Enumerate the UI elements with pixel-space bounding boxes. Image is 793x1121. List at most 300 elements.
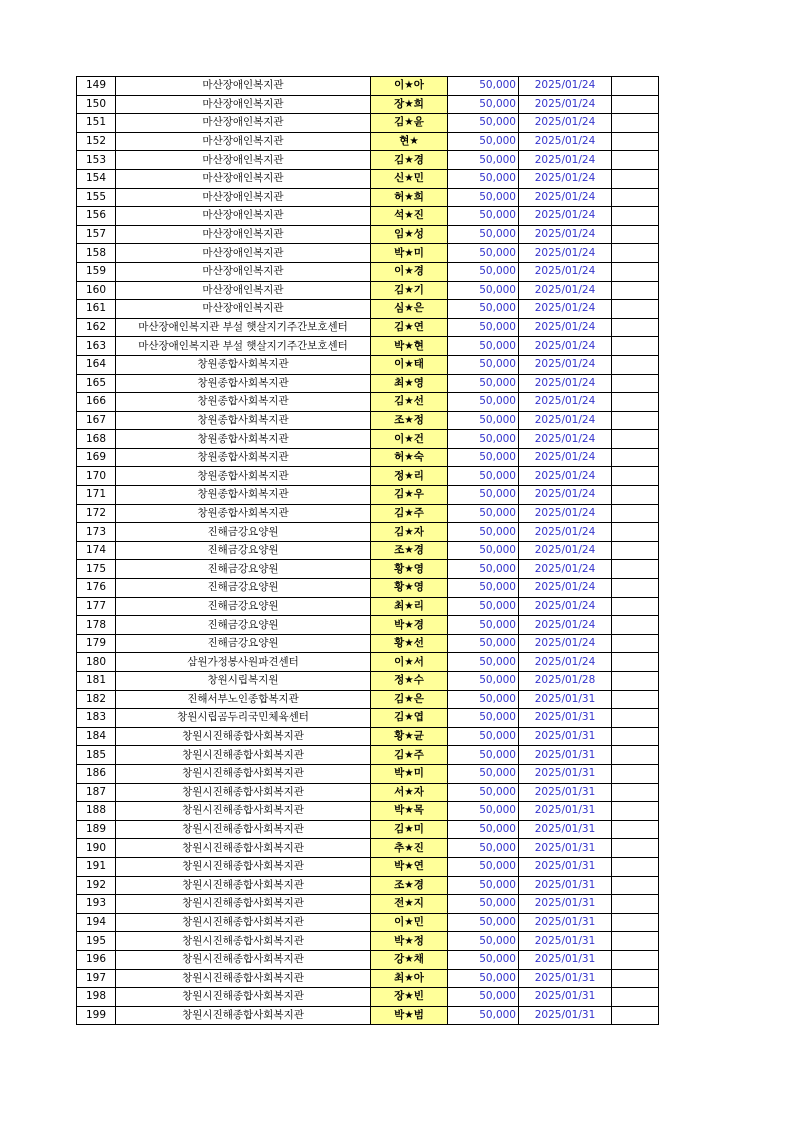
date-cell: 2025/01/24 <box>519 653 612 672</box>
date-cell: 2025/01/31 <box>519 932 612 951</box>
date-cell: 2025/01/24 <box>519 616 612 635</box>
table-row <box>77 988 659 1007</box>
note-cell <box>612 225 659 244</box>
row-number-cell: 196 <box>77 950 116 969</box>
row-number-cell: 180 <box>77 653 116 672</box>
table-row <box>77 523 659 542</box>
row-number-cell: 169 <box>77 448 116 467</box>
date-cell: 2025/01/24 <box>519 244 612 263</box>
amount-cell: 50,000 <box>448 857 519 876</box>
amount-cell: 50,000 <box>448 895 519 914</box>
row-number-cell: 158 <box>77 244 116 263</box>
note-cell <box>612 616 659 635</box>
date-cell: 2025/01/24 <box>519 579 612 598</box>
note-cell <box>612 709 659 728</box>
table-row <box>77 244 659 263</box>
table-row <box>77 430 659 449</box>
table-row <box>77 597 659 616</box>
amount-cell: 50,000 <box>448 337 519 356</box>
date-cell: 2025/01/31 <box>519 764 612 783</box>
row-number-cell: 167 <box>77 411 116 430</box>
organization-cell: 삼원가정봉사원파견센터 <box>116 653 371 672</box>
note-cell <box>612 913 659 932</box>
note-cell <box>612 169 659 188</box>
row-number-cell: 175 <box>77 560 116 579</box>
amount-cell: 50,000 <box>448 634 519 653</box>
amount-cell: 50,000 <box>448 467 519 486</box>
recipient-name-cell: 김★자 <box>371 523 448 542</box>
row-number-cell: 168 <box>77 430 116 449</box>
row-number-cell: 155 <box>77 188 116 207</box>
row-number-cell: 173 <box>77 523 116 542</box>
row-number-cell: 166 <box>77 393 116 412</box>
organization-cell: 창원시진해종합사회복지관 <box>116 746 371 765</box>
date-cell: 2025/01/31 <box>519 746 612 765</box>
note-cell <box>612 932 659 951</box>
amount-cell: 50,000 <box>448 77 519 96</box>
organization-cell: 마산장애인복지관 <box>116 262 371 281</box>
row-number-cell: 183 <box>77 709 116 728</box>
table-row <box>77 169 659 188</box>
note-cell <box>612 857 659 876</box>
recipient-name-cell: 김★은 <box>371 690 448 709</box>
organization-cell: 창원시진해종합사회복지관 <box>116 876 371 895</box>
organization-cell: 진해금강요양원 <box>116 541 371 560</box>
date-cell: 2025/01/24 <box>519 318 612 337</box>
organization-cell: 창원시진해종합사회복지관 <box>116 802 371 821</box>
amount-cell: 50,000 <box>448 318 519 337</box>
recipient-name-cell: 박★목 <box>371 802 448 821</box>
row-number-cell: 156 <box>77 207 116 226</box>
amount-cell: 50,000 <box>448 616 519 635</box>
date-cell: 2025/01/31 <box>519 690 612 709</box>
table-row <box>77 467 659 486</box>
table-row <box>77 690 659 709</box>
organization-cell: 진해금강요양원 <box>116 579 371 598</box>
organization-cell: 창원시진해종합사회복지관 <box>116 857 371 876</box>
note-cell <box>612 355 659 374</box>
date-cell: 2025/01/24 <box>519 95 612 114</box>
organization-cell: 창원시진해종합사회복지관 <box>116 969 371 988</box>
note-cell <box>612 114 659 133</box>
table-row <box>77 764 659 783</box>
note-cell <box>612 244 659 263</box>
table-row <box>77 411 659 430</box>
row-number-cell: 171 <box>77 486 116 505</box>
date-cell: 2025/01/24 <box>519 467 612 486</box>
table-row <box>77 616 659 635</box>
note-cell <box>612 876 659 895</box>
table-row <box>77 653 659 672</box>
amount-cell: 50,000 <box>448 913 519 932</box>
row-number-cell: 163 <box>77 337 116 356</box>
date-cell: 2025/01/28 <box>519 672 612 691</box>
date-cell: 2025/01/31 <box>519 709 612 728</box>
organization-cell: 창원시진해종합사회복지관 <box>116 783 371 802</box>
table-row <box>77 857 659 876</box>
recipient-name-cell: 현★ <box>371 132 448 151</box>
recipient-name-cell: 김★경 <box>371 151 448 170</box>
amount-cell: 50,000 <box>448 709 519 728</box>
row-number-cell: 152 <box>77 132 116 151</box>
note-cell <box>612 448 659 467</box>
amount-cell: 50,000 <box>448 523 519 542</box>
recipient-name-cell: 김★미 <box>371 820 448 839</box>
note-cell <box>612 672 659 691</box>
recipient-name-cell: 황★영 <box>371 579 448 598</box>
amount-cell: 50,000 <box>448 988 519 1007</box>
row-number-cell: 192 <box>77 876 116 895</box>
note-cell <box>612 318 659 337</box>
row-number-cell: 159 <box>77 262 116 281</box>
date-cell: 2025/01/24 <box>519 411 612 430</box>
organization-cell: 진해금강요양원 <box>116 616 371 635</box>
date-cell: 2025/01/24 <box>519 355 612 374</box>
recipient-name-cell: 박★현 <box>371 337 448 356</box>
amount-cell: 50,000 <box>448 969 519 988</box>
amount-cell: 50,000 <box>448 132 519 151</box>
recipient-name-cell: 전★지 <box>371 895 448 914</box>
recipient-name-cell: 임★성 <box>371 225 448 244</box>
row-number-cell: 165 <box>77 374 116 393</box>
note-cell <box>612 746 659 765</box>
organization-cell: 마산장애인복지관 <box>116 169 371 188</box>
date-cell: 2025/01/24 <box>519 448 612 467</box>
row-number-cell: 149 <box>77 77 116 96</box>
note-cell <box>612 411 659 430</box>
table-row <box>77 672 659 691</box>
row-number-cell: 197 <box>77 969 116 988</box>
amount-cell: 50,000 <box>448 169 519 188</box>
row-number-cell: 181 <box>77 672 116 691</box>
date-cell: 2025/01/24 <box>519 77 612 96</box>
note-cell <box>612 300 659 319</box>
amount-cell: 50,000 <box>448 300 519 319</box>
organization-cell: 마산장애인복지관 <box>116 225 371 244</box>
recipient-name-cell: 이★아 <box>371 77 448 96</box>
amount-cell: 50,000 <box>448 727 519 746</box>
row-number-cell: 184 <box>77 727 116 746</box>
amount-cell: 50,000 <box>448 839 519 858</box>
row-number-cell: 157 <box>77 225 116 244</box>
date-cell: 2025/01/24 <box>519 430 612 449</box>
row-number-cell: 186 <box>77 764 116 783</box>
note-cell <box>612 969 659 988</box>
table-row <box>77 746 659 765</box>
amount-cell: 50,000 <box>448 746 519 765</box>
recipient-name-cell: 최★리 <box>371 597 448 616</box>
row-number-cell: 174 <box>77 541 116 560</box>
table-row <box>77 114 659 133</box>
organization-cell: 창원시진해종합사회복지관 <box>116 820 371 839</box>
row-number-cell: 198 <box>77 988 116 1007</box>
note-cell <box>612 541 659 560</box>
table-row <box>77 337 659 356</box>
organization-cell: 진해서부노인종합복지관 <box>116 690 371 709</box>
recipient-name-cell: 김★윤 <box>371 114 448 133</box>
recipient-name-cell: 박★미 <box>371 764 448 783</box>
table-row <box>77 393 659 412</box>
amount-cell: 50,000 <box>448 560 519 579</box>
amount-cell: 50,000 <box>448 430 519 449</box>
date-cell: 2025/01/24 <box>519 151 612 170</box>
organization-cell: 마산장애인복지관 <box>116 77 371 96</box>
table-row <box>77 486 659 505</box>
amount-cell: 50,000 <box>448 393 519 412</box>
note-cell <box>612 281 659 300</box>
recipient-name-cell: 강★채 <box>371 950 448 969</box>
recipient-name-cell: 장★희 <box>371 95 448 114</box>
row-number-cell: 185 <box>77 746 116 765</box>
table-row <box>77 262 659 281</box>
recipient-name-cell: 조★경 <box>371 876 448 895</box>
row-number-cell: 199 <box>77 1006 116 1025</box>
note-cell <box>612 839 659 858</box>
organization-cell: 진해금강요양원 <box>116 523 371 542</box>
row-number-cell: 189 <box>77 820 116 839</box>
organization-cell: 마산장애인복지관 <box>116 151 371 170</box>
date-cell: 2025/01/24 <box>519 188 612 207</box>
row-number-cell: 188 <box>77 802 116 821</box>
amount-cell: 50,000 <box>448 244 519 263</box>
amount-cell: 50,000 <box>448 151 519 170</box>
note-cell <box>612 486 659 505</box>
organization-cell: 창원시진해종합사회복지관 <box>116 913 371 932</box>
amount-cell: 50,000 <box>448 950 519 969</box>
date-cell: 2025/01/24 <box>519 560 612 579</box>
table-row <box>77 820 659 839</box>
note-cell <box>612 802 659 821</box>
amount-cell: 50,000 <box>448 411 519 430</box>
note-cell <box>612 597 659 616</box>
table-row <box>77 504 659 523</box>
date-cell: 2025/01/24 <box>519 337 612 356</box>
note-cell <box>612 467 659 486</box>
amount-cell: 50,000 <box>448 281 519 300</box>
table-row <box>77 1006 659 1025</box>
row-number-cell: 161 <box>77 300 116 319</box>
table-row <box>77 374 659 393</box>
note-cell <box>612 430 659 449</box>
row-number-cell: 194 <box>77 913 116 932</box>
table-row <box>77 448 659 467</box>
table-row <box>77 95 659 114</box>
table-row <box>77 151 659 170</box>
table-row <box>77 950 659 969</box>
amount-cell: 50,000 <box>448 95 519 114</box>
recipient-name-cell: 이★태 <box>371 355 448 374</box>
note-cell <box>612 262 659 281</box>
donation-table <box>76 76 659 1025</box>
organization-cell: 마산장애인복지관 <box>116 132 371 151</box>
table-row <box>77 876 659 895</box>
row-number-cell: 190 <box>77 839 116 858</box>
recipient-name-cell: 이★민 <box>371 913 448 932</box>
row-number-cell: 178 <box>77 616 116 635</box>
note-cell <box>612 95 659 114</box>
organization-cell: 창원종합사회복지관 <box>116 430 371 449</box>
date-cell: 2025/01/31 <box>519 895 612 914</box>
organization-cell: 창원종합사회복지관 <box>116 374 371 393</box>
organization-cell: 마산장애인복지관 <box>116 95 371 114</box>
amount-cell: 50,000 <box>448 690 519 709</box>
row-number-cell: 176 <box>77 579 116 598</box>
recipient-name-cell: 심★은 <box>371 300 448 319</box>
organization-cell: 창원종합사회복지관 <box>116 393 371 412</box>
table-row <box>77 225 659 244</box>
row-number-cell: 154 <box>77 169 116 188</box>
table-row <box>77 300 659 319</box>
amount-cell: 50,000 <box>448 188 519 207</box>
table-row <box>77 541 659 560</box>
amount-cell: 50,000 <box>448 764 519 783</box>
amount-cell: 50,000 <box>448 207 519 226</box>
amount-cell: 50,000 <box>448 597 519 616</box>
organization-cell: 마산장애인복지관 <box>116 114 371 133</box>
note-cell <box>612 579 659 598</box>
note-cell <box>612 727 659 746</box>
table-row <box>77 560 659 579</box>
table-body <box>77 77 659 1025</box>
amount-cell: 50,000 <box>448 1006 519 1025</box>
note-cell <box>612 504 659 523</box>
recipient-name-cell: 석★진 <box>371 207 448 226</box>
organization-cell: 마산장애인복지관 부설 햇살지기주간보호센터 <box>116 318 371 337</box>
organization-cell: 창원시진해종합사회복지관 <box>116 1006 371 1025</box>
amount-cell: 50,000 <box>448 579 519 598</box>
table-row <box>77 579 659 598</box>
table-row <box>77 318 659 337</box>
date-cell: 2025/01/24 <box>519 541 612 560</box>
table-row <box>77 802 659 821</box>
date-cell: 2025/01/31 <box>519 857 612 876</box>
date-cell: 2025/01/31 <box>519 876 612 895</box>
date-cell: 2025/01/31 <box>519 988 612 1007</box>
row-number-cell: 187 <box>77 783 116 802</box>
date-cell: 2025/01/24 <box>519 523 612 542</box>
note-cell <box>612 337 659 356</box>
recipient-name-cell: 이★건 <box>371 430 448 449</box>
amount-cell: 50,000 <box>448 225 519 244</box>
amount-cell: 50,000 <box>448 541 519 560</box>
amount-cell: 50,000 <box>448 802 519 821</box>
recipient-name-cell: 김★주 <box>371 504 448 523</box>
date-cell: 2025/01/24 <box>519 393 612 412</box>
date-cell: 2025/01/31 <box>519 783 612 802</box>
organization-cell: 진해금강요양원 <box>116 560 371 579</box>
date-cell: 2025/01/24 <box>519 504 612 523</box>
recipient-name-cell: 추★진 <box>371 839 448 858</box>
date-cell: 2025/01/24 <box>519 114 612 133</box>
recipient-name-cell: 박★미 <box>371 244 448 263</box>
row-number-cell: 182 <box>77 690 116 709</box>
table-row <box>77 188 659 207</box>
note-cell <box>612 132 659 151</box>
date-cell: 2025/01/24 <box>519 225 612 244</box>
row-number-cell: 179 <box>77 634 116 653</box>
date-cell: 2025/01/24 <box>519 207 612 226</box>
table-row <box>77 969 659 988</box>
organization-cell: 마산장애인복지관 <box>116 207 371 226</box>
date-cell: 2025/01/31 <box>519 913 612 932</box>
amount-cell: 50,000 <box>448 820 519 839</box>
recipient-name-cell: 정★수 <box>371 672 448 691</box>
table-row <box>77 281 659 300</box>
recipient-name-cell: 최★아 <box>371 969 448 988</box>
table-row <box>77 932 659 951</box>
note-cell <box>612 764 659 783</box>
recipient-name-cell: 허★숙 <box>371 448 448 467</box>
organization-cell: 창원종합사회복지관 <box>116 486 371 505</box>
note-cell <box>612 188 659 207</box>
organization-cell: 마산장애인복지관 <box>116 188 371 207</box>
note-cell <box>612 634 659 653</box>
recipient-name-cell: 이★서 <box>371 653 448 672</box>
row-number-cell: 177 <box>77 597 116 616</box>
date-cell: 2025/01/24 <box>519 486 612 505</box>
recipient-name-cell: 서★자 <box>371 783 448 802</box>
date-cell: 2025/01/31 <box>519 802 612 821</box>
amount-cell: 50,000 <box>448 448 519 467</box>
table-row <box>77 634 659 653</box>
table-row <box>77 913 659 932</box>
date-cell: 2025/01/24 <box>519 262 612 281</box>
organization-cell: 창원종합사회복지관 <box>116 355 371 374</box>
amount-cell: 50,000 <box>448 876 519 895</box>
date-cell: 2025/01/31 <box>519 1006 612 1025</box>
amount-cell: 50,000 <box>448 672 519 691</box>
recipient-name-cell: 김★엽 <box>371 709 448 728</box>
organization-cell: 마산장애인복지관 <box>116 281 371 300</box>
row-number-cell: 153 <box>77 151 116 170</box>
recipient-name-cell: 이★경 <box>371 262 448 281</box>
organization-cell: 창원시진해종합사회복지관 <box>116 764 371 783</box>
amount-cell: 50,000 <box>448 932 519 951</box>
organization-cell: 마산장애인복지관 <box>116 244 371 263</box>
organization-cell: 창원시진해종합사회복지관 <box>116 950 371 969</box>
note-cell <box>612 690 659 709</box>
recipient-name-cell: 김★기 <box>371 281 448 300</box>
recipient-name-cell: 황★영 <box>371 560 448 579</box>
amount-cell: 50,000 <box>448 486 519 505</box>
recipient-name-cell: 박★범 <box>371 1006 448 1025</box>
amount-cell: 50,000 <box>448 653 519 672</box>
note-cell <box>612 207 659 226</box>
date-cell: 2025/01/24 <box>519 634 612 653</box>
recipient-name-cell: 박★경 <box>371 616 448 635</box>
note-cell <box>612 374 659 393</box>
organization-cell: 진해금강요양원 <box>116 634 371 653</box>
recipient-name-cell: 황★선 <box>371 634 448 653</box>
row-number-cell: 162 <box>77 318 116 337</box>
date-cell: 2025/01/24 <box>519 281 612 300</box>
date-cell: 2025/01/24 <box>519 597 612 616</box>
organization-cell: 창원종합사회복지관 <box>116 411 371 430</box>
note-cell <box>612 523 659 542</box>
row-number-cell: 172 <box>77 504 116 523</box>
note-cell <box>612 1006 659 1025</box>
date-cell: 2025/01/31 <box>519 950 612 969</box>
organization-cell: 창원시진해종합사회복지관 <box>116 727 371 746</box>
note-cell <box>612 77 659 96</box>
recipient-name-cell: 장★빈 <box>371 988 448 1007</box>
row-number-cell: 195 <box>77 932 116 951</box>
row-number-cell: 164 <box>77 355 116 374</box>
organization-cell: 창원종합사회복지관 <box>116 448 371 467</box>
date-cell: 2025/01/31 <box>519 727 612 746</box>
table-row <box>77 709 659 728</box>
note-cell <box>612 560 659 579</box>
